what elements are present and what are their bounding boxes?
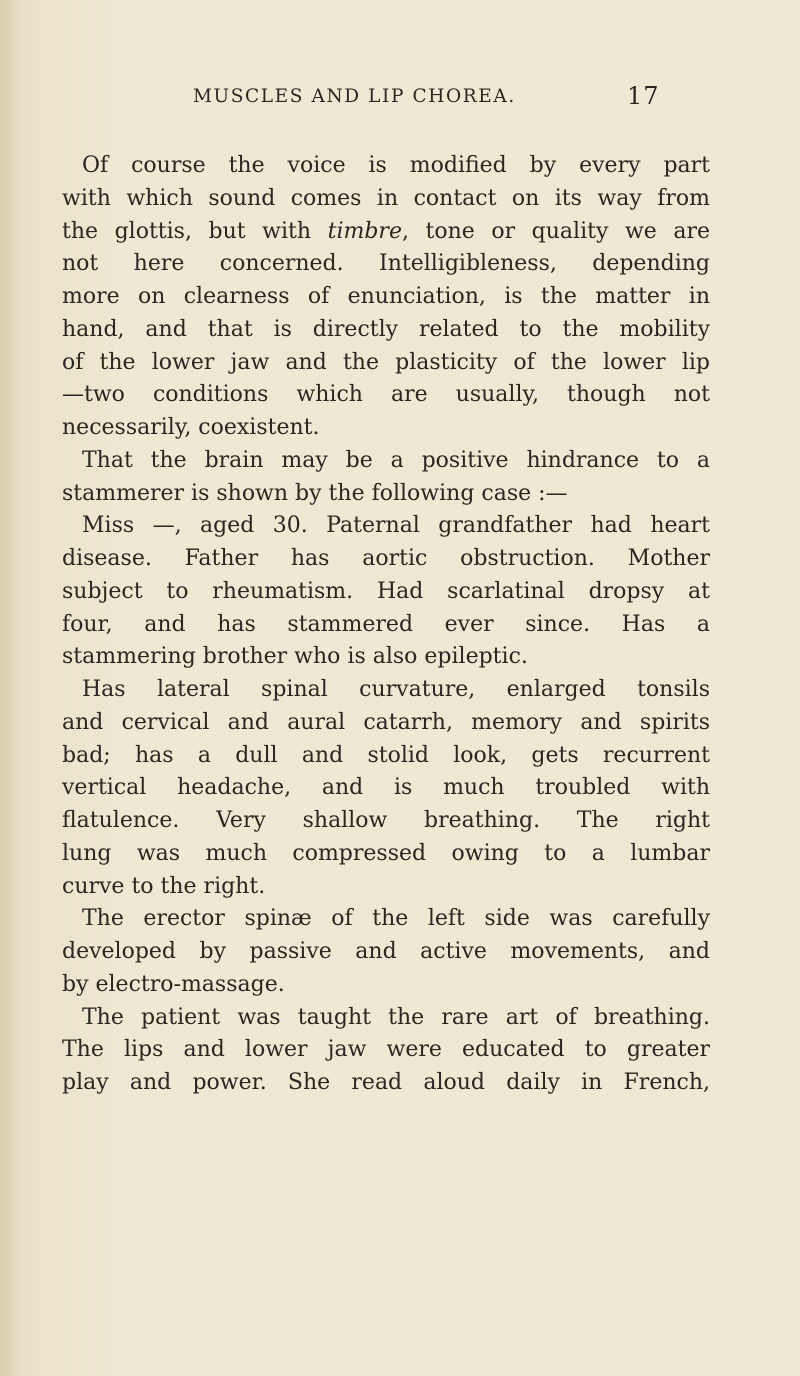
text-line: Miss —, aged 30. Paternal grandfather had heart — [82, 513, 710, 539]
text-line: lung was much compressed owing to a lumbar — [62, 840, 710, 866]
text-line: The lips and lower jaw were educated to greater — [62, 1037, 710, 1063]
text-line: subject to rheumatism. Had scarlatinal dropsy at — [62, 578, 710, 604]
page-number: 17 — [627, 82, 660, 110]
text-line — [62, 216, 710, 249]
text-line: with which sound comes in contact on its way from — [62, 185, 710, 211]
text-line: and cervical and aural catarrh, memory and spirits — [62, 709, 710, 735]
text-line: more on clearness of enunciation, is the matter in — [62, 284, 710, 309]
text-line: flatulence. Very shallow breathing. The right — [62, 808, 710, 833]
text-segment: the glottis, but with — [62, 218, 328, 244]
text-line: stammering brother who is also epileptic. — [62, 644, 528, 670]
text-line: four, and has stammered ever since. Has a — [62, 611, 710, 637]
text-line: vertical headache, and is much troubled with — [62, 775, 710, 801]
text-line: play and power. She read aloud daily in French, — [62, 1070, 710, 1095]
text-line: That the brain may be a positive hindrance to a — [82, 447, 710, 473]
italic-term: timbre — [327, 218, 402, 244]
text-line: Of course the voice is modified by every part — [82, 153, 710, 178]
text-line: disease. Father has aortic obstruction. Mother — [62, 546, 710, 571]
text-line: necessarily, coexistent. — [62, 415, 320, 440]
text-line: not here concerned. Intelligibleness, depending — [62, 251, 710, 277]
text-line: bad; has a dull and stolid look, gets recurrent — [62, 742, 710, 768]
running-head-title: MUSCLES AND LIP CHOREA. — [193, 86, 516, 107]
text-line: The patient was taught the rare art of breathing. — [82, 1004, 710, 1030]
text-line: hand, and that is directly related to the mobility — [62, 316, 710, 342]
text-segment: , tone or quality we are — [401, 218, 710, 244]
text-line: by electro-massage. — [62, 971, 285, 997]
text-line: of the lower jaw and the plasticity of the lower lip — [62, 349, 710, 375]
text-line: Has lateral spinal curvature, enlarged tonsils — [82, 677, 710, 702]
page-gutter-shadow — [0, 0, 18, 1376]
running-head — [0, 82, 800, 118]
body-text — [62, 150, 710, 1100]
text-line: developed by passive and active movements, and — [62, 939, 710, 964]
text-line: curve to the right. — [62, 873, 266, 899]
text-line: —two conditions which are usually, though not — [62, 382, 710, 408]
text-line: The erector spinæ of the left side was carefully — [82, 906, 710, 932]
text-line: stammerer is shown by the following case :— — [62, 480, 568, 506]
